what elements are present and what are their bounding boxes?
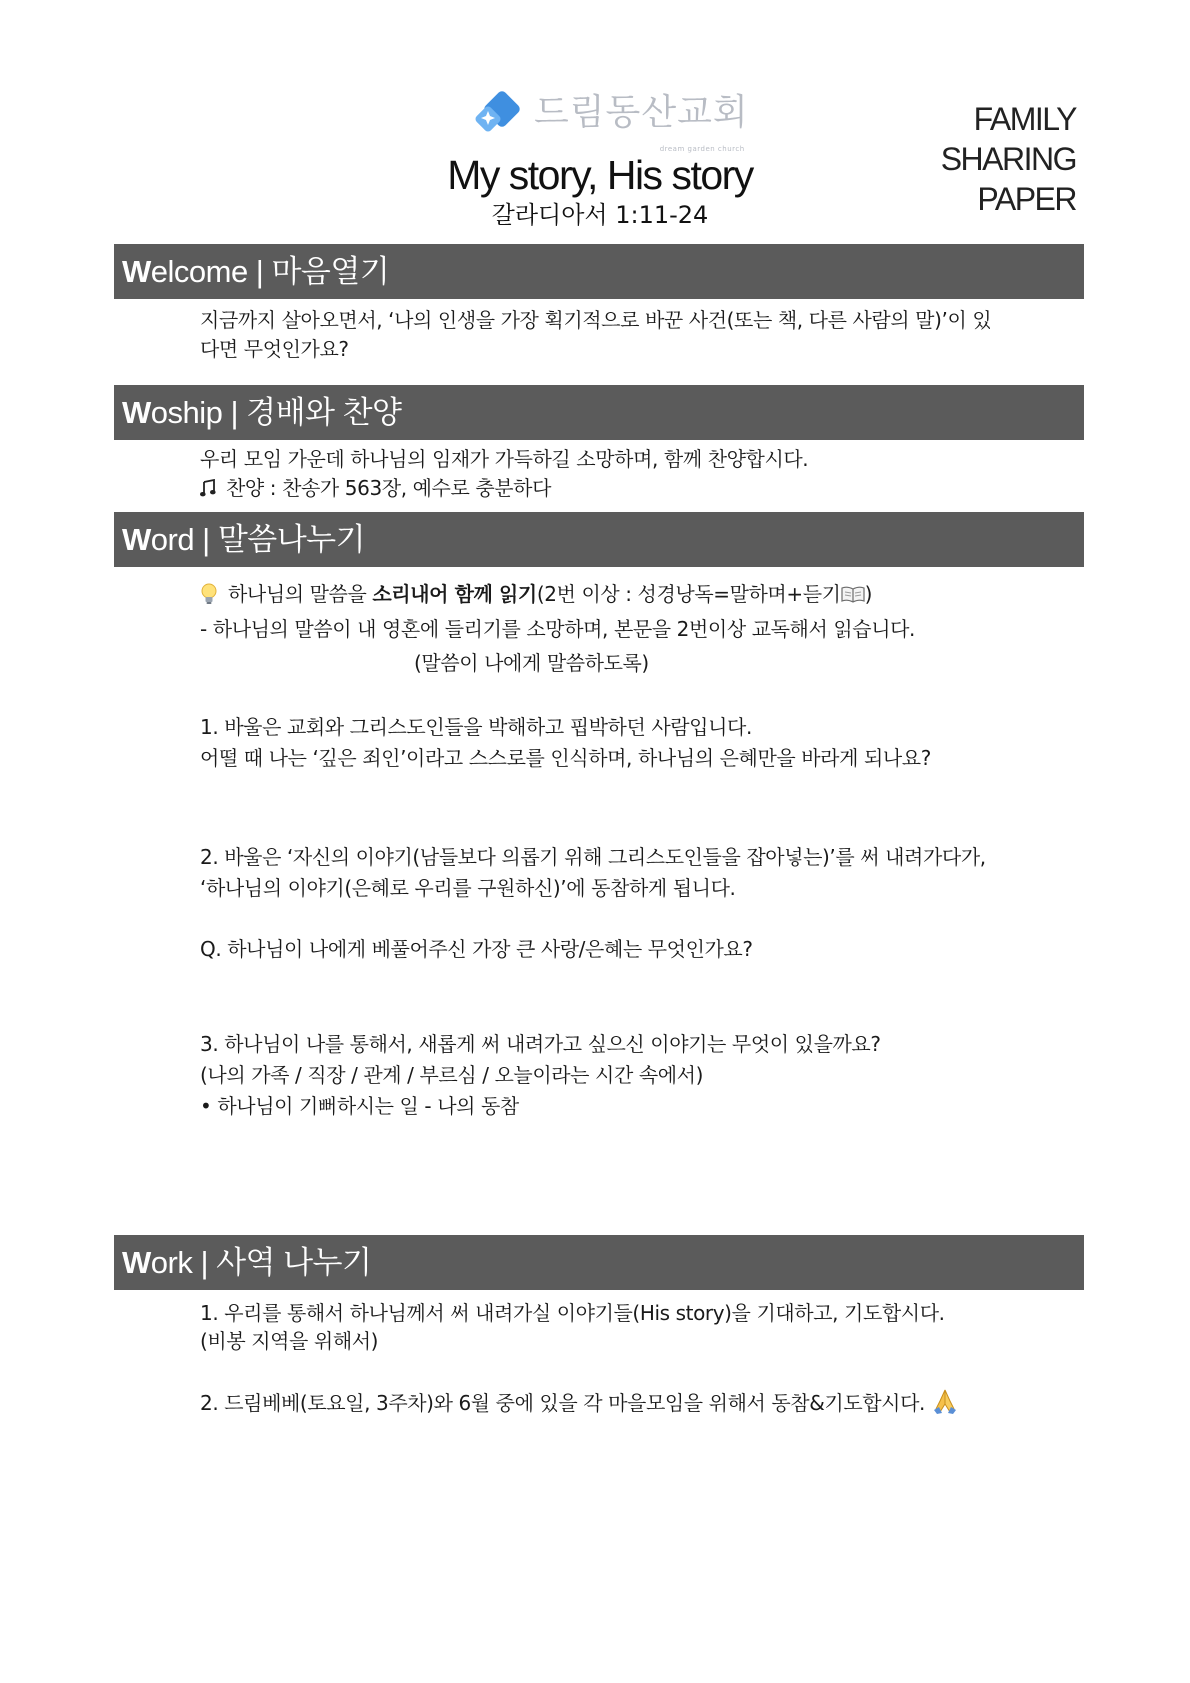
work-item-1-line-1: 1. 우리를 통해서 하나님께서 써 내려가실 이야기들(His story)을 기대하고, 기도합시다. bbox=[200, 1301, 945, 1325]
welcome-question-line-2: 다면 무엇인가요? bbox=[200, 337, 349, 361]
word-reading-line-2: - 하나님의 말씀이 내 영혼에 들리기를 소망하며, 본문을 2번이상 교독해서 읽습니다. bbox=[200, 617, 915, 641]
scripture-reference: 갈라디아서 1:11-24 bbox=[491, 201, 709, 229]
church-name-sub: dream garden church bbox=[659, 145, 745, 153]
question-3-bullet: • 하나님이 기뻐하시는 일 - 나의 동참 bbox=[200, 1094, 519, 1118]
side-line-2: SHARING bbox=[940, 141, 1076, 177]
section-initial: W bbox=[122, 1245, 151, 1280]
welcome-question-line-1: 지금까지 살아오면서, ‘나의 인생을 가장 획기적으로 바꾼 사건(또는 책, 다른 사람의 말)’이 있 bbox=[200, 308, 992, 332]
church-logo bbox=[474, 86, 749, 153]
question-1-line-2: 어떨 때 나는 ‘깊은 죄인’이라고 스스로를 인식하며, 하나님의 은혜만을 바라게 되나요? bbox=[200, 746, 931, 770]
music-note-icon bbox=[200, 479, 216, 497]
worship-hymn bbox=[200, 474, 551, 503]
section-work-header bbox=[114, 1235, 1084, 1290]
work-item-1-line-2: (비봉 지역을 위해서) bbox=[200, 1329, 379, 1353]
question-3-line-2: (나의 가족 / 직장 / 관계 / 부르심 / 오늘이라는 시간 속에서) bbox=[200, 1063, 704, 1087]
word-reading-line-3: (말씀이 나에게 말씀하도록) bbox=[414, 651, 649, 675]
praying-hands-icon bbox=[931, 1387, 959, 1415]
reading-text-pre: 하나님의 말씀을 bbox=[228, 582, 373, 606]
family-sharing-paper-label bbox=[941, 99, 1076, 219]
open-book-icon bbox=[841, 585, 865, 603]
question-3-line-1: 3. 하나님이 나를 통해서, 새롭게 써 내려가고 싶으신 이야기는 무엇이 있을까요? bbox=[200, 1032, 881, 1056]
question-2-followup: Q. 하나님이 나에게 베풀어주신 가장 큰 사랑/은혜는 무엇인가요? bbox=[200, 937, 753, 961]
question-2-line-1: 2. 바울은 ‘자신의 이야기(남들보다 의롭기 위해 그리스도인들을 잡아넣는)’를 써 내려가다가, bbox=[200, 845, 986, 869]
work-item-2-text: 2. 드림베베(토요일, 3주차)와 6월 중에 있을 각 마을모임을 위해서 동참&기도합시다. bbox=[200, 1391, 931, 1415]
section-worship-header bbox=[114, 385, 1084, 440]
section-welcome-header bbox=[114, 244, 1084, 299]
section-title: elcome | 마음열기 bbox=[150, 254, 390, 289]
section-title: oship | 경배와 찬양 bbox=[150, 395, 402, 430]
work-item-2 bbox=[200, 1387, 959, 1418]
section-word-header bbox=[114, 512, 1084, 567]
side-line-3: PAPER bbox=[977, 181, 1076, 217]
reading-text-close: ) bbox=[864, 582, 872, 606]
section-title: ord | 말씀나누기 bbox=[150, 522, 366, 557]
question-1-line-1: 1. 바울은 교회와 그리스도인들을 박해하고 핍박하던 사람입니다. bbox=[200, 715, 752, 739]
document-title: My story, His story bbox=[447, 152, 753, 198]
reading-text-bold: 소리내어 함께 읽기 bbox=[372, 582, 537, 606]
reading-text-post: (2번 이상 : 성경낭독=말하며+듣기 bbox=[536, 582, 841, 606]
section-title: ork | 사역 나누기 bbox=[150, 1245, 372, 1280]
hymn-text: 찬양 : 찬송가 563장, 예수로 충분하다 bbox=[226, 476, 552, 500]
side-line-1: FAMILY bbox=[973, 101, 1076, 137]
church-logo-icon bbox=[474, 87, 526, 139]
lightbulb-icon bbox=[200, 583, 218, 605]
question-2-line-2: ‘하나님의 이야기(은혜로 우리를 구원하신)’에 동참하게 됩니다. bbox=[200, 876, 736, 900]
section-initial: W bbox=[122, 254, 151, 289]
worship-line: 우리 모임 가운데 하나님의 임재가 가득하길 소망하며, 함께 찬양합시다. bbox=[200, 447, 809, 471]
section-initial: W bbox=[122, 522, 151, 557]
word-reading-instruction bbox=[200, 580, 872, 609]
church-name: 드림동산교회 dream garden church bbox=[534, 93, 749, 133]
section-initial: W bbox=[122, 395, 151, 430]
